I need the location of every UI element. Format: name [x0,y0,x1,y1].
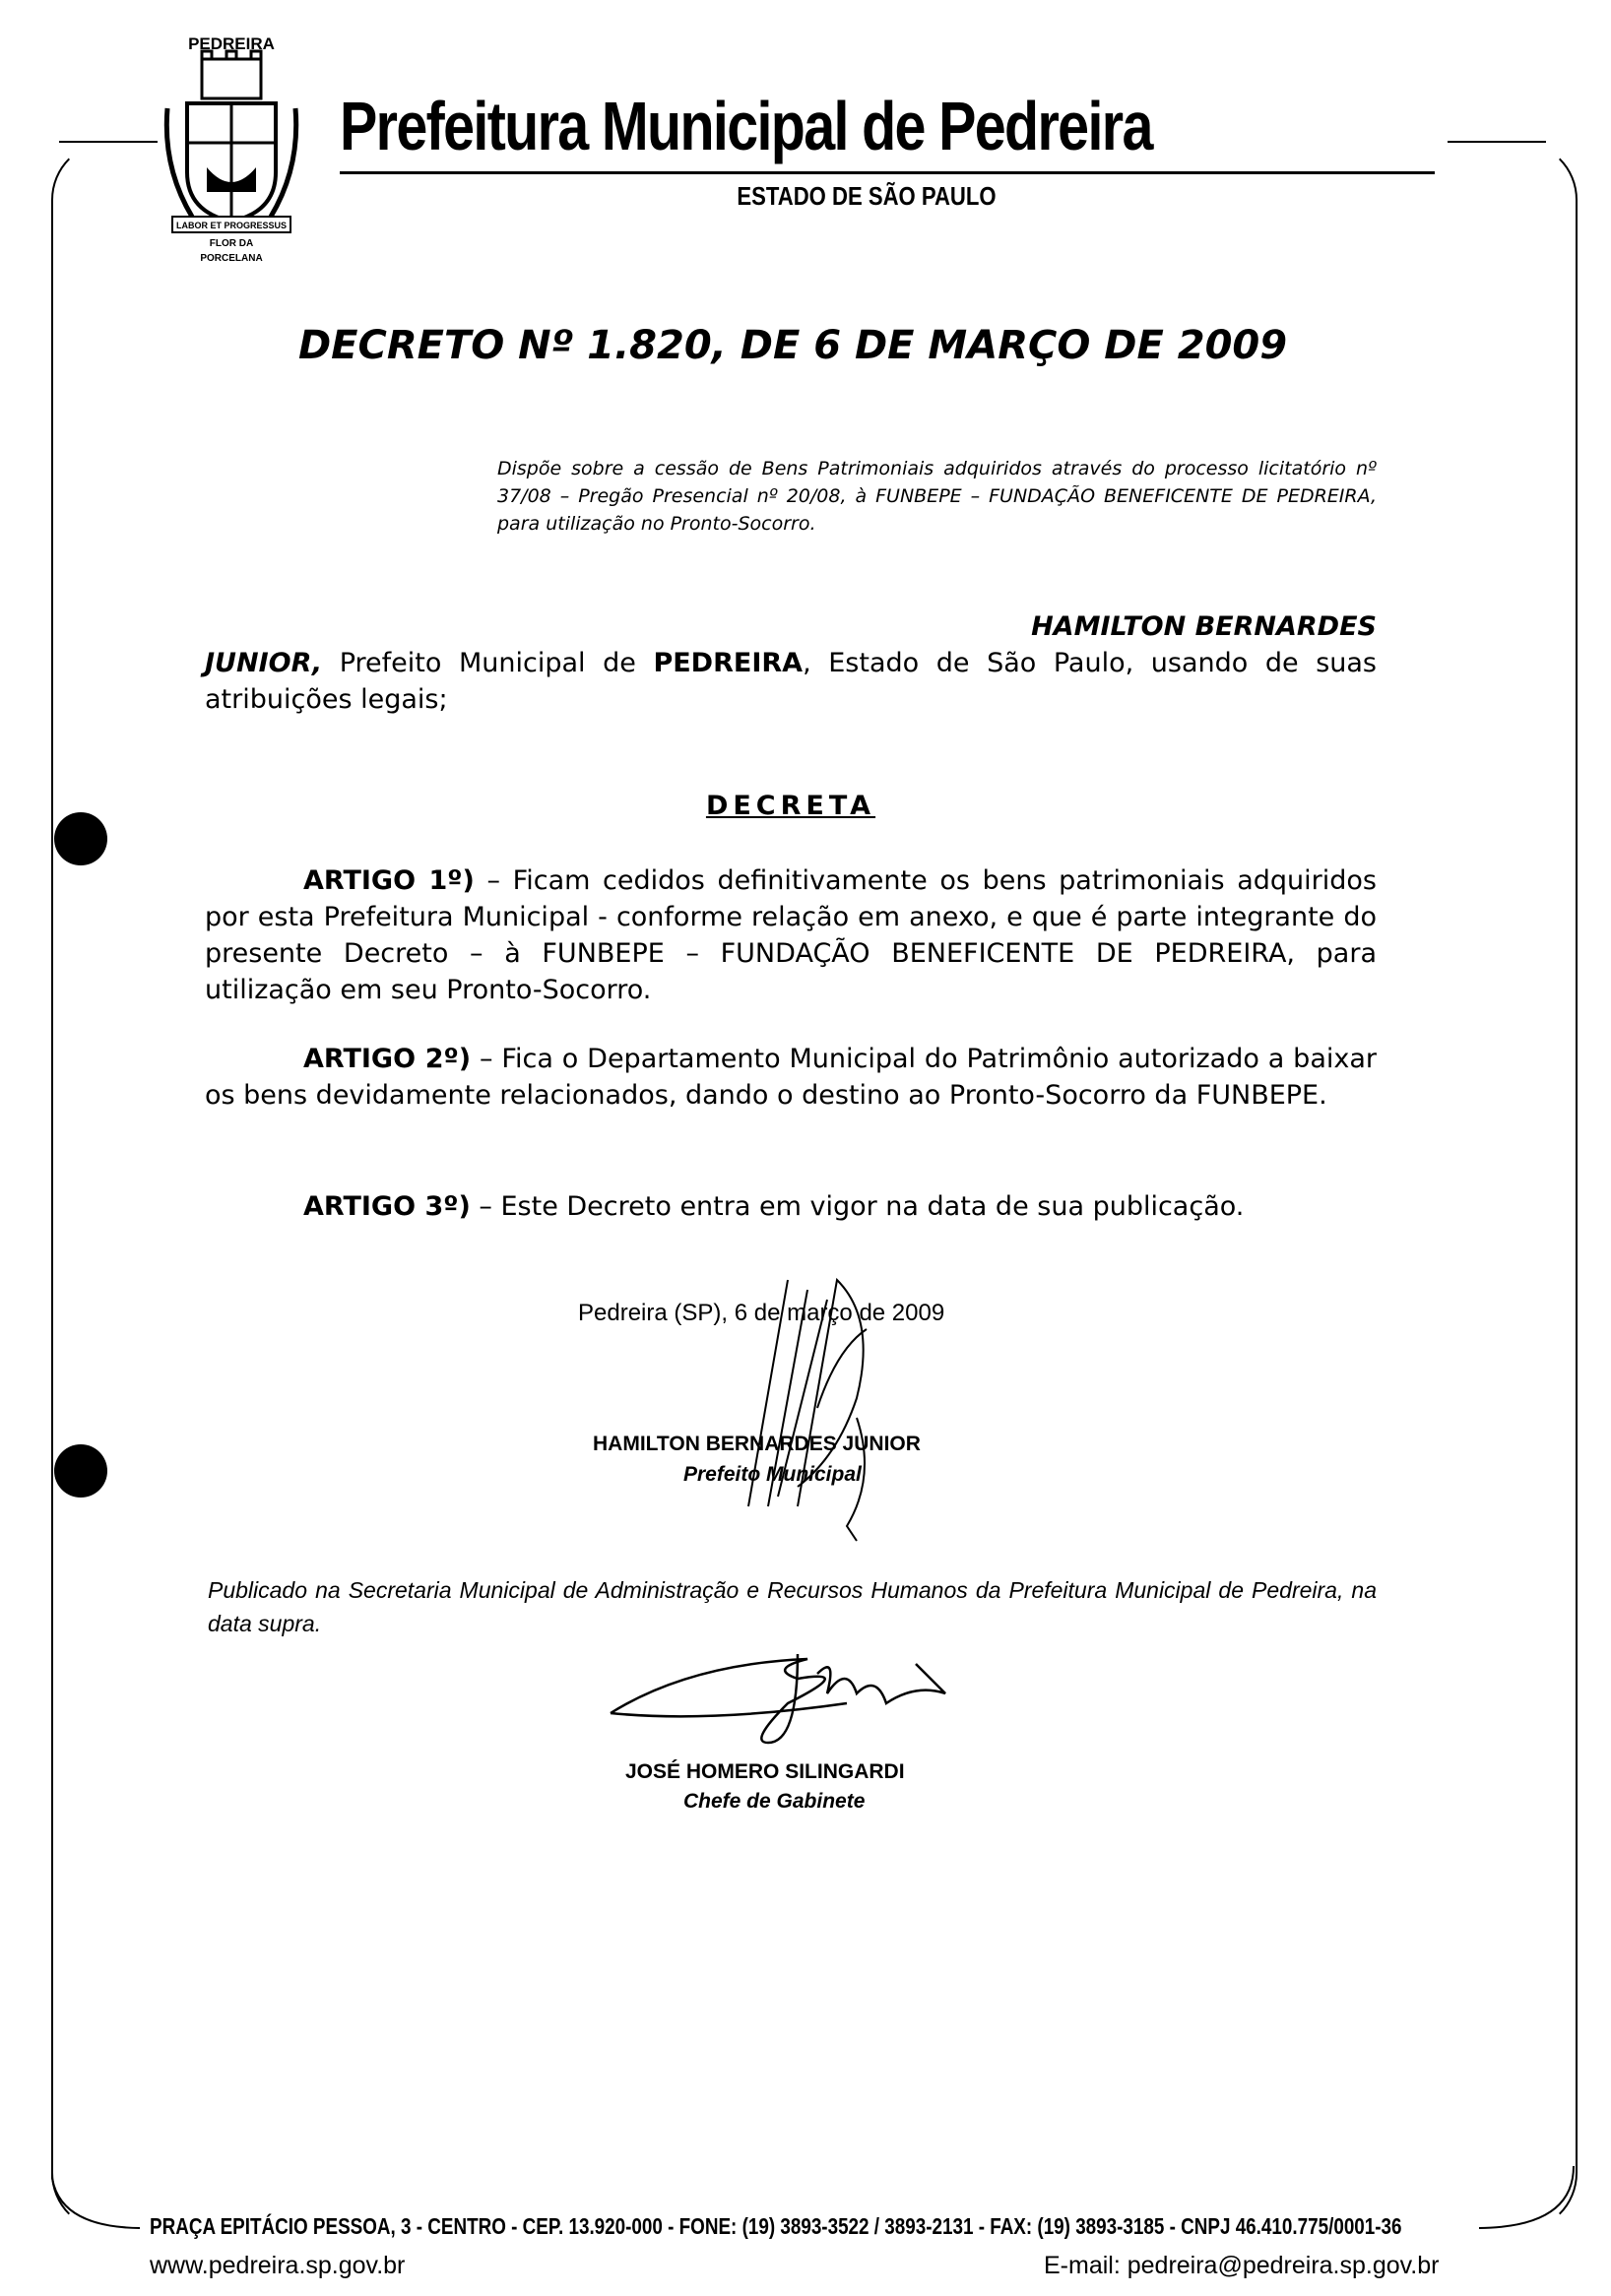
frame-line-left [59,141,158,143]
punch-hole-top [54,812,107,865]
footer-website: www.pedreira.sp.gov.br [150,2252,406,2279]
frame-line-right [1448,141,1546,143]
decree-summary: Dispõe sobre a cessão de Bens Patrimoniais adquiridos através do processo licitatório nº 37/08 – Pregão Presencial nº 20/08, à FUNBEPE – FUNDAÇÃO BENEFICENTE DE PEDREIRA, para utilização no Pronto-Socorro. [497,458,1377,535]
publication-note: Publicado na Secretaria Municipal de Administração e Recursos Humanos da Prefeitura Municipal de Pedreira, na data supra. [208,1577,1377,1636]
signer1-name: HAMILTON BERNARDES JUNIOR [593,1433,921,1455]
article-2-text: – Fica o Departamento Municipal do Patrimônio autorizado a baixar os bens devidamente relacionados, dando o destino ao Pronto-Socorro da FUNBEPE. [205,1044,1377,1111]
signer2-name: JOSÉ HOMERO SILINGARDI [625,1760,905,1783]
decreta-heading: DECRETA [705,791,876,821]
signer2-role: Chefe de Gabinete [683,1790,866,1813]
article-3 [205,1188,1377,1225]
decree-title: DECRETO Nº 1.820, DE 6 DE MARÇO DE 2009 [297,323,1288,368]
article-1-text: – Ficam cedidos definitivamente os bens patrimoniais adquiridos por esta Prefeitura Municipal - conforme relação em anexo, e que é parte integrante do presente Decreto – à FUNBEPE – FUNDAÇÃO BENEFICENTE DE PEDREIRA, para utilização em seu Pronto-Socorro. [205,865,1377,1005]
preamble [205,608,1377,718]
mayor-name-line2: JUNIOR, [205,648,323,678]
mayor-name-line1: HAMILTON BERNARDES [1031,611,1377,642]
article-1 [205,862,1377,1008]
article-3-text: – Este Decreto entra em vigor na data de sua publicação. [470,1191,1245,1222]
article-1-label: ARTIGO 1º) [303,865,475,896]
mayor-signature [709,1260,945,1556]
header-rule [340,171,1435,174]
svg-text:LABOR ET PROGRESSUS: LABOR ET PROGRESSUS [175,221,288,230]
header-subtitle: ESTADO DE SÃO PAULO [737,181,997,211]
signer1-role: Prefeito Municipal [683,1463,862,1486]
svg-text:PORCELANA: PORCELANA [200,253,263,264]
svg-text:FLOR DA: FLOR DA [209,238,254,249]
punch-hole-bottom [54,1444,107,1498]
preamble-city: PEDREIRA [653,648,804,678]
footer-address: PRAÇA EPITÁCIO PESSOA, 3 - CENTRO - CEP. 13.920-000 - FONE: (19) 3893-3522 / 3893-2131 - FAX: (19) 3893-3185 - CNPJ 46.410.775/0001-36 [150,2213,1402,2239]
coat-of-arms-logo [158,20,305,266]
chief-signature [591,1634,1024,1762]
header-title: Prefeitura Municipal de Pedreira [340,88,1152,164]
preamble-text2: , Estado de São Paulo, usando de suas atribuições legais; [205,648,1377,715]
article-2 [205,1041,1377,1114]
svg-text:PEDREIRA: PEDREIRA [188,34,275,53]
footer-email: E-mail: pedreira@pedreira.sp.gov.br [1044,2252,1440,2279]
place-date: Pedreira (SP), 6 de março de 2009 [578,1300,945,1326]
article-3-label: ARTIGO 3º) [303,1191,471,1222]
article-2-label: ARTIGO 2º) [303,1044,472,1074]
preamble-text1: Prefeito Municipal de [322,648,654,678]
